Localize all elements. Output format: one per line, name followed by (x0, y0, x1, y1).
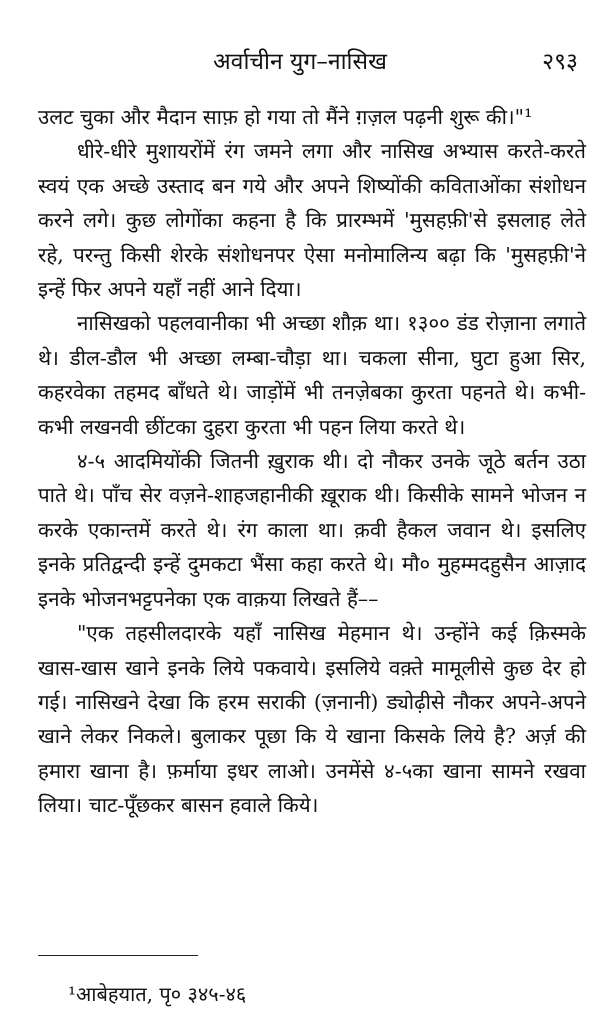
page-number: २९३ (542, 49, 578, 75)
paragraph-diet: ४-५ आदमियोंकी जितनी ख़ुराक थी। दो नौकर उनके जूठे बर्तन उठा पाते थे। पाँच सेर वज़ने-शाहजहानीकी ख़ूराक थी। किसीके सामने भोजन न करके एकान्तमें करते थे। रंग काला था। क़वी हैकल जवान थे। इसलिए इनके प्रतिद्वन्दी इन्हें दुमकटा भैंसा कहा करते थे। मौ० मुहम्मदहुसैन आज़ाद इनके भोजनभट्टपनेका एक वाक़या लिखते हैं–– (38, 449, 586, 611)
paragraph-quote: "एक तहसीलदारके यहाँ नासिख मेहमान थे। उन्होंने कई क़िस्मके खास-खास खाने इनके लिये पकवाये। इसलिये वक़्ते मामूलीसे कुछ देर हो गई। नासिखने देखा कि हरम सराकी (ज़नानी) ड्योढ़ीसे नौकर अपने-अपने खाने लेकर निकले। बुलाकर पूछा कि ये खाना किसके लिये है? अर्ज़ की हमारा खाना है। फ़र्माया इधर लाओ। उनमेंसे ४-५का खाना सामने रखवा लिया। चाट-पूँछकर बासन हवाले किये। (38, 621, 586, 818)
footnote-rule (38, 955, 198, 956)
footnote: ¹आबेहयात, पृ० ३४५-४६ (68, 982, 247, 1006)
page-header (0, 44, 600, 84)
paragraph-continuation: उलट चुका और मैदान साफ़ हो गया तो मैंने ग़ज़ल पढ़नी शुरू की।"¹ (38, 105, 533, 129)
paragraph-wrestling: नासिखको पहलवानीका भी अच्छा शौक़ था। १३०० डंड रोज़ाना लगाते थे। डील-डौल भी अच्छा लम्बा-चौड़ा था। चकला सीना, घुटा हुआ सिर, कहरवेका तहमद बाँधते थे। जाड़ोंमें भी तनज़ेबका कुरता पहनते थे। कभी-कभी लखनवी छींटका दुहरा कुरता भी पहन लिया करते थे। (38, 311, 586, 439)
running-head: अर्वाचीन युग–नासिख (213, 49, 387, 75)
body-text (38, 100, 586, 823)
paragraph-mushaira: धीरे-धीरे मुशायरोंमें रंग जमने लगा और नासिख अभ्यास करते-करते स्वयं एक अच्छे उस्ताद बन गये और अपने शिष्योंकी कविताओंका संशोधन करने लगे। कुछ लोगोंका कहना है कि प्रारम्भमें 'मुसहफ़ी'से इसलाह लेते रहे, परन्तु किसी शेरके संशोधनपर ऐसा मनोमालिन्य बढ़ा कि 'मुसहफ़ी'ने इन्हें फिर अपने यहाँ नहीं आने दिया। (38, 139, 586, 302)
